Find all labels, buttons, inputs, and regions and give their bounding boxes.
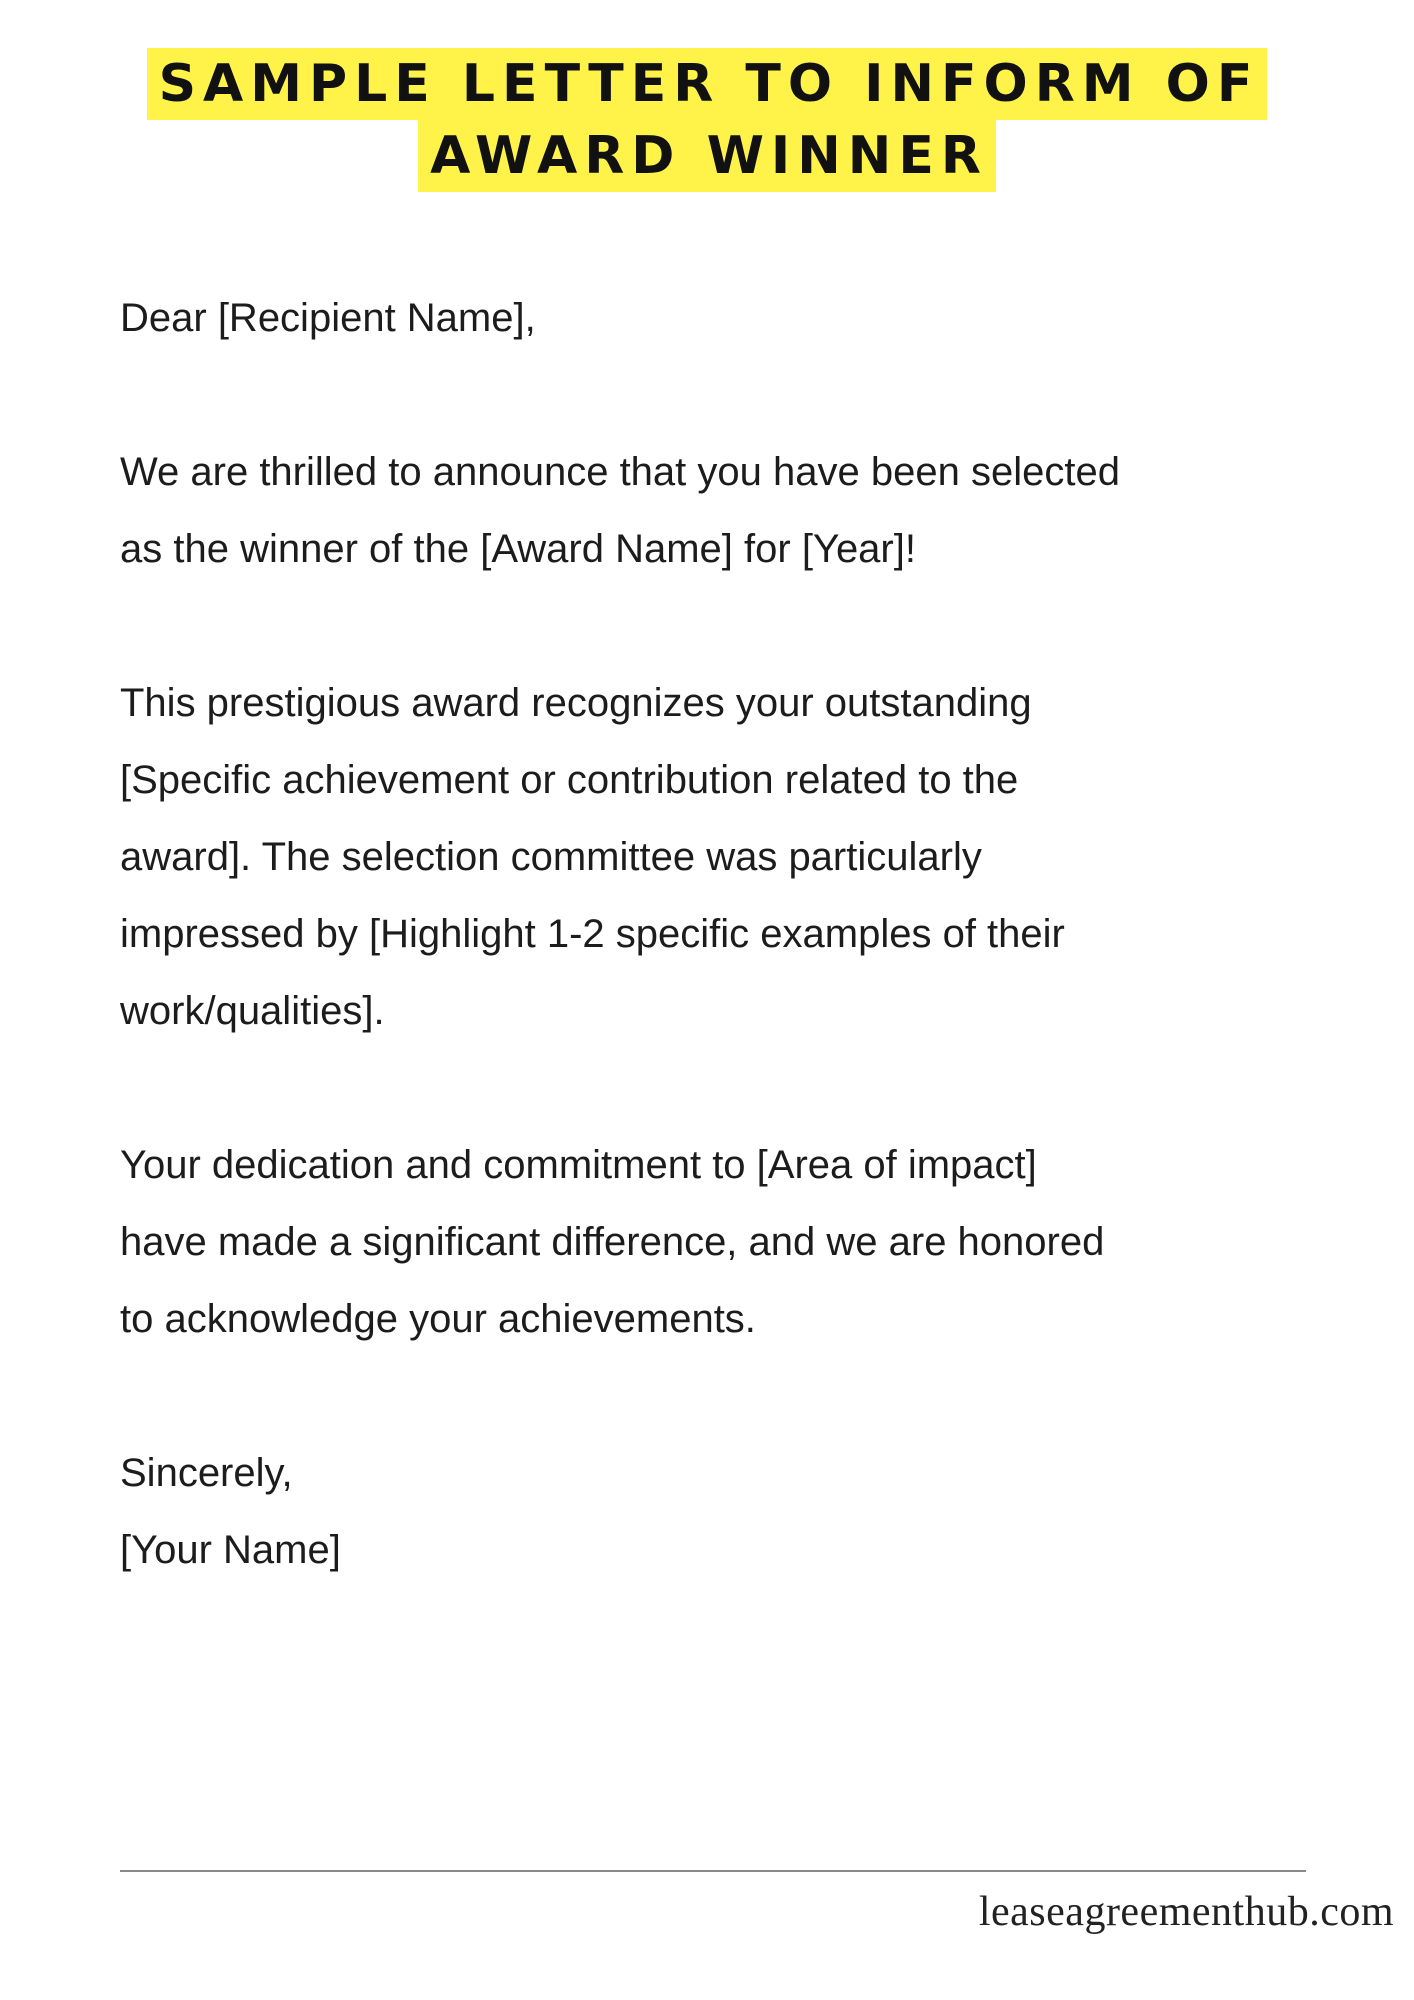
footer-website: leaseagreementhub.com [978,1889,1394,1935]
letter-closing: Sincerely, [120,1451,293,1495]
letter-body [120,280,1350,1589]
letter-paragraph-1: We are thrilled to announce that you have been selected as the winner of the [Award Name] for [Year]! [120,450,1120,571]
title-line-1: SAMPLE LETTER TO INFORM OF [147,48,1268,120]
title-line-2: AWARD WINNER [418,120,996,192]
letter-greeting: Dear [Recipient Name], [120,296,536,340]
letter-paragraph-2: This prestigious award recognizes your outstanding [Specific achievement or contribution related to the award]. The selection committee was particularly impressed by [Highlight 1-2 specific examples of their work/qualities]. [120,681,1065,1033]
letter-paragraph-3: Your dedication and commitment to [Area of impact] have made a significant difference, and we are honored to acknowledge your achievements. [120,1143,1105,1341]
page-title [0,48,1414,192]
letter-signature: [Your Name] [120,1528,341,1572]
footer-divider [120,1870,1306,1872]
